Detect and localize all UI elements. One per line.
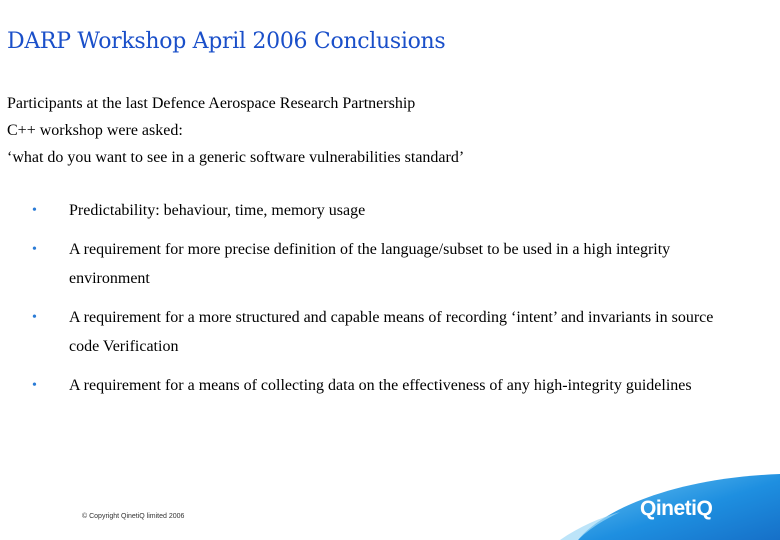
bullet-dot-icon: •	[32, 203, 37, 218]
intro-line: C++ workshop were asked:	[7, 122, 183, 139]
bullet-text: Predictability: behaviour, time, memory usage	[69, 202, 366, 219]
bullet-dot-icon: •	[32, 242, 37, 257]
copyright-footer: © Copyright QinetiQ limited 2006	[82, 513, 185, 520]
bullet-text: A requirement for more precise definition of the language/subset to be used in a high integrity environment	[69, 241, 671, 287]
bullet-list	[32, 196, 732, 410]
intro-line: ‘what do you want to see in a generic software vulnerabilities standard’	[7, 149, 465, 166]
bullet-item	[32, 371, 732, 400]
bullet-item	[32, 196, 732, 225]
bullet-dot-icon: •	[32, 310, 37, 325]
qinetiq-logo-text: QinetiQ	[640, 497, 713, 520]
bullet-text: A requirement for a more structured and capable means of recording ‘intent’ and invariants in source code Verification	[69, 309, 714, 355]
bullet-text: A requirement for a means of collecting data on the effectiveness of any high-integrity guidelines	[69, 377, 692, 394]
slide-title: DARP Workshop April 2006 Conclusions	[7, 29, 446, 54]
intro-text	[7, 90, 464, 171]
intro-line: Participants at the last Defence Aerospace Research Partnership	[7, 95, 416, 112]
bullet-item	[32, 303, 732, 361]
bullet-dot-icon: •	[32, 378, 37, 393]
bullet-item	[32, 235, 732, 293]
